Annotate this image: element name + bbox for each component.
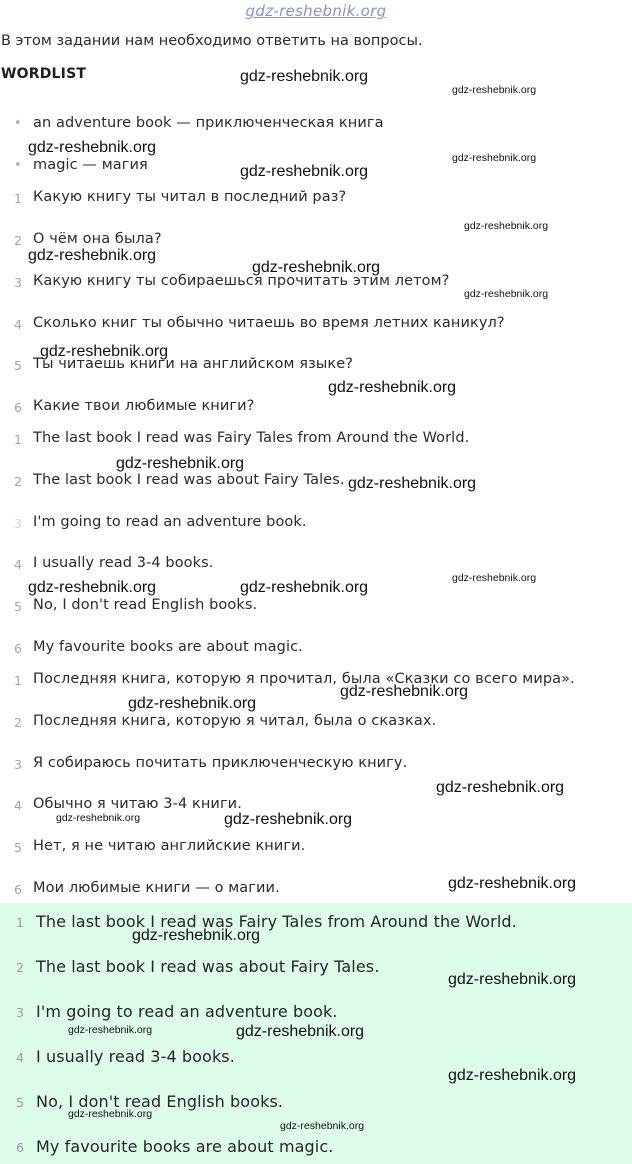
watermark: gdz-reshebnik.org [280,1120,365,1132]
watermark: gdz-reshebnik.org [452,572,537,584]
watermark: gdz-reshebnik.org [464,288,549,300]
watermark: gdz-reshebnik.org [340,683,469,700]
wordlist-title: WORDLIST [1,66,87,82]
watermark: gdz-reshebnik.org [28,247,157,264]
watermark: gdz-reshebnik.org [56,812,141,824]
watermark: gdz-reshebnik.org [240,68,369,85]
bullet-icon: • [14,116,22,131]
watermark: gdz-reshebnik.org [28,579,157,596]
watermark: gdz-reshebnik.org [240,163,369,180]
watermark: gdz-reshebnik.org [452,152,537,164]
watermark: gdz-reshebnik.org [132,927,261,944]
bullet-icon: • [14,158,22,173]
watermark: gdz-reshebnik.org [464,220,549,232]
watermark: gdz-reshebnik.org [68,1108,153,1120]
final-answers-box: 1 The last book I read was Fairy Tales from Around the World. 2 The last book I read was about Fairy Tales. 3 I'm going to read an adventure book. 4 I usually read 3-4 books. 5 No, I don't read English books. 6 My favourite books are about magic. [0,903,632,1164]
watermark: gdz-reshebnik.org [240,579,369,596]
watermark: gdz-reshebnik.org [252,259,381,276]
watermark: gdz-reshebnik.org [68,1024,153,1036]
watermark: gdz-reshebnik.org [40,343,169,360]
watermark: gdz-reshebnik.org [224,811,353,828]
watermark: gdz-reshebnik.org [128,695,257,712]
watermark: gdz-reshebnik.org [236,1023,365,1040]
watermark: gdz-reshebnik.org [28,139,157,156]
intro-text: В этом задании нам необходимо ответить на вопросы. [1,33,423,49]
watermark: gdz-reshebnik.org [448,971,577,988]
watermark: gdz-reshebnik.org [348,475,477,492]
site-header-link[interactable]: gdz-reshebnik.org [245,2,387,20]
watermark: gdz-reshebnik.org [328,379,457,396]
watermark: gdz-reshebnik.org [116,455,245,472]
watermark: gdz-reshebnik.org [452,84,537,96]
watermark: gdz-reshebnik.org [448,1067,577,1084]
watermark: gdz-reshebnik.org [448,875,577,892]
watermark: gdz-reshebnik.org [436,779,565,796]
